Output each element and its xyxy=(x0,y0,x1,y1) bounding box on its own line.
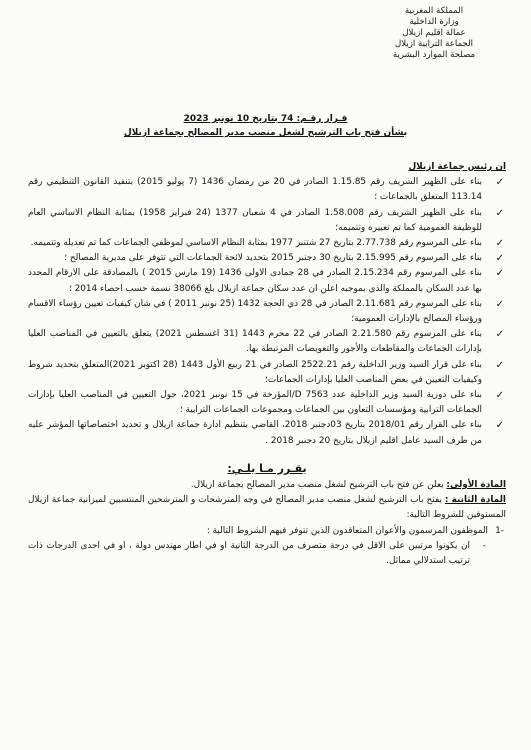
article-2-label: المادة الثانية : xyxy=(444,495,506,506)
article-1 xyxy=(28,478,506,493)
letterhead-line: المملكة المغربية xyxy=(404,6,464,16)
decision-number: قـرار رقـم: 74 بتاريخ 10 نونبر 2023 xyxy=(183,114,348,124)
checkmark-icon: ✓ xyxy=(495,207,504,219)
consideration-item: ✓ بناء على الظهير الشريف رقم 1.58.008 الصادر في 4 شعبان 1377 (24 فبراير 1958) بمثابة النظام الاساسي العام للوظيفة العمومية كما تم تغييره وتتميمه؛ xyxy=(28,207,504,233)
decision-title-block xyxy=(0,112,531,140)
consideration-item: ✓ بناء على المرسوم رقم 2.15.234 الصادر في 28 جمادى الاولى 1436 (19 مارس 2015 ) بالمصادقة على الارقام المحدد بها عدد السكان بالمملكة والذي بموجبه اعلن ان عدد سكان جماعة ازيلال بلغ 38066 نسمة حسب احصاء 2014 ؛ xyxy=(28,268,504,294)
condition-1-number: -1 xyxy=(495,525,504,536)
letterhead-line: عمالة اقليم ازيلال xyxy=(402,28,466,38)
checkmark-icon: ✓ xyxy=(495,253,504,265)
article-1-text: يعلن عن فتح باب الترشيح لشغل منصب مدير المصالح بجماعة ازيلال. xyxy=(190,480,444,491)
checkmark-icon: ✓ xyxy=(495,268,504,280)
condition-1 xyxy=(28,524,506,539)
article-2-text: يفتح باب الترشيح لشغل منصب مدير المصالح في وجه المترشحات و المترشحين المنتسبين لميزانية جماعة ازيلال المستوفين للشروط التالية: xyxy=(28,495,506,521)
considerations-list xyxy=(28,175,506,449)
consideration-item: ✓ بناء على المرسوم رقم 2.15.995 بتاريخ 30 دجنبر 2015 بتحديد لائحة الجماعات التي تتوفر على مديرية المصالح ؛ xyxy=(28,251,506,266)
consideration-item: ✓ بناء على الظهير الشريف رقم 1.15.85 الصادر في 20 من رمضان 1436 (7 يوليو 2015) بتنفيذ القانون التنظيمي رقم 113.14 المتعلق بالجماعات ؛ xyxy=(28,177,504,203)
consideration-item: ✓ بناء على القرار رقم 2018/01 بتاريخ 03دجنبر 2018، القاضي بتنظيم ادارة جماعة ازيلال و تحديد اختصاصاتها المؤشر عليه من طرف السيد عامل اقليم ازيلال بتاريخ 20 دجنبر 2018 . xyxy=(28,420,504,446)
article-2 xyxy=(28,493,506,523)
letterhead-line: وزارة الداخلية xyxy=(409,17,459,27)
consideration-item: ✓ بناء على قرار السيد وزير الداخلية رقم 2522.21 الصادر في 21 ربيع الأول 1443 (28 اكتوبر 2021)المتعلق بتحديد شروط وكيفيات التعيين في بعض المناصب العليا بإدارات الجماعات؛ xyxy=(28,359,504,385)
president-line: ان رئيس جماعة ازيلال xyxy=(408,162,506,172)
dash-bullet-icon: - xyxy=(482,540,486,551)
consideration-item: ✓ بناء على المرسوم رقم 2.21.580 الصادر في 22 محرم 1443 (31 اغسطس 2021) يتعلق بالتعيين في المناصب العليا بإدارات الجماعات والمقاطعات والأجور والتعويضات المرتبطة بها. xyxy=(28,329,504,355)
sub-condition-text: ان يكونوا مرتبين على الاقل في درجة متصرف من الدرجة الثانية او في اطار مهندس دولة ، او في احدى الدرجات ذات ترتيب استدلالي مماثل. xyxy=(28,540,470,567)
consideration-item: ✓ بناء على المرسوم رقم 2.11.681 الصادر في 28 ذي الحجة 1432 (25 نونبر 2011 ) في شان كيفيات تعيين رؤساء الاقسام ورؤساء المصالح بالإدارات العمومية؛ xyxy=(28,298,504,325)
checkmark-icon: ✓ xyxy=(495,390,504,402)
article-1-label: المادة الأولى: xyxy=(446,480,506,491)
letterhead-line: مصلحة الموارد البشرية xyxy=(392,50,476,60)
checkmark-icon: ✓ xyxy=(495,177,504,189)
resolution-heading: يقـرر مـا يلـي: xyxy=(227,461,307,475)
consideration-item: ✓ بناء على المرسوم رقم 2.77.738 بتاريخ 27 شتنبر 1977 بمثابة النظام الاساسي لموظفي الجماعات كما تم تعديله وتتميمه. xyxy=(28,236,506,251)
sub-condition xyxy=(28,539,506,569)
decision-body xyxy=(28,160,506,569)
checkmark-icon: ✓ xyxy=(495,329,504,341)
decision-subject: بشأن فتح باب الترشيح لشغل منصب مدير المصالح بجماعة ازيلال xyxy=(123,128,408,138)
condition-1-text: الموظفون المرسمون والأعوان المتعاقدون الذين تتوفر فيهم الشروط التالية : xyxy=(206,525,488,536)
checkmark-icon: ✓ xyxy=(495,298,504,310)
checkmark-icon: ✓ xyxy=(495,420,504,432)
letterhead-line: الجماعة الترابية ازيلال xyxy=(395,39,473,49)
consideration-item: ✓ بناء على دورية السيد وزير الداخلية عدد 7563 D/المؤرخة في 15 نونبر 2021، حول التعيين في المناصب العليا بإدارات الجماعات الترابية ومؤسسات التعاون بين الجماعات ومجموعات الجماعات الترابية ؛ xyxy=(28,390,504,416)
checkmark-icon: ✓ xyxy=(495,238,504,250)
letterhead xyxy=(359,6,509,61)
checkmark-icon: ✓ xyxy=(495,359,504,371)
